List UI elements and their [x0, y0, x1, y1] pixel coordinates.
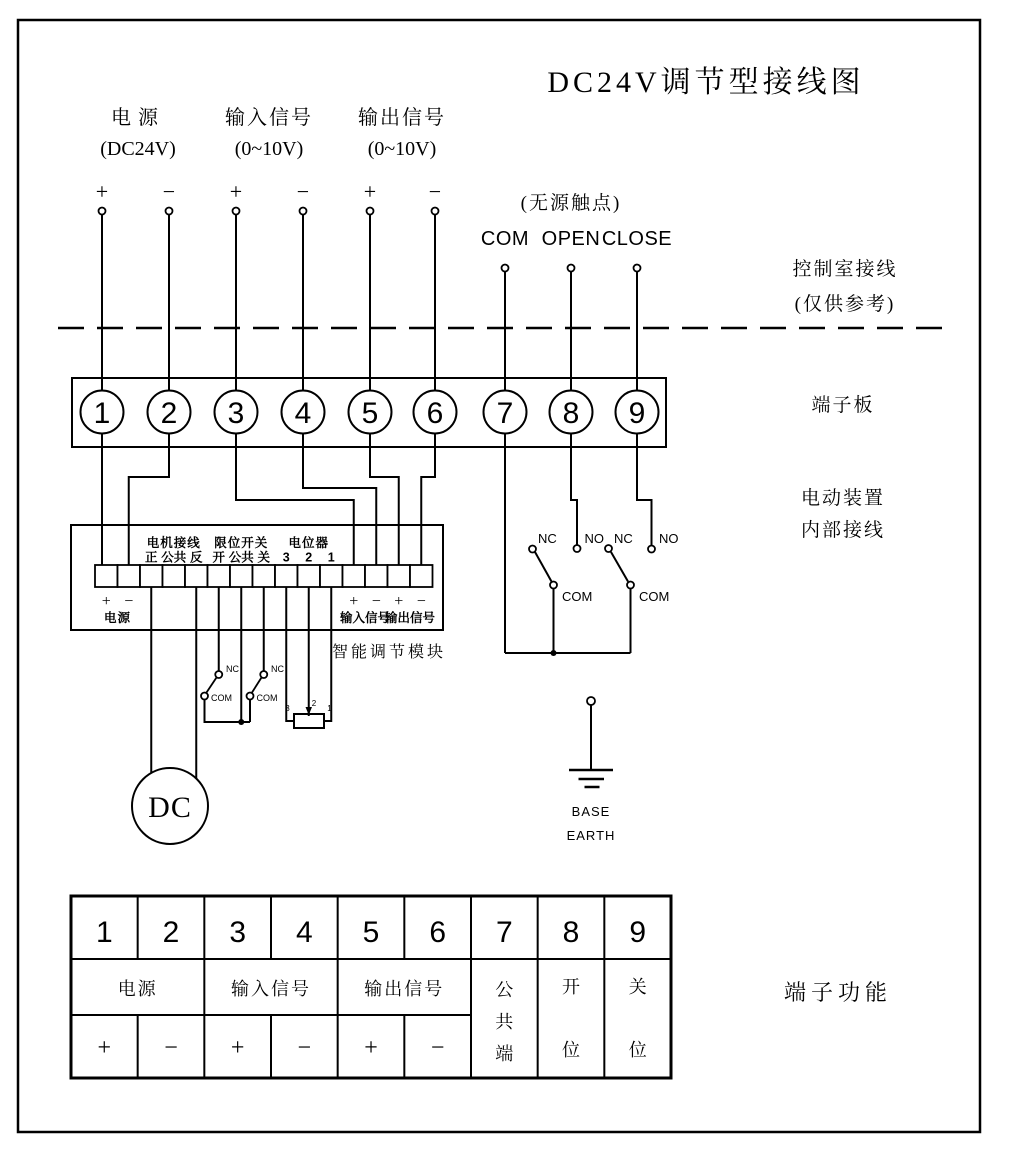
open-position-no-label: NO	[584, 531, 604, 546]
table-power-cell: 电源	[117, 979, 158, 999]
table-sign-3: +	[230, 1035, 245, 1061]
smart-module-label: 智能调节模块	[331, 644, 447, 661]
table-sign-2: −	[164, 1035, 178, 1061]
table-open-char-1: 开	[562, 977, 580, 997]
table-close-char-2: 位	[628, 1040, 647, 1060]
table-close-char-1: 关	[628, 977, 647, 997]
pin-close: 关	[257, 550, 271, 565]
limit-switch-open-com-label: COM	[211, 693, 232, 703]
board-terminal-2: 2	[160, 397, 178, 430]
earth-label-base: BASE	[571, 804, 611, 819]
limit-switch-open-blade	[207, 678, 217, 693]
potentiometer-pin2-label: 2	[311, 699, 317, 708]
pin-open: 开	[212, 550, 226, 565]
potentiometer-body	[294, 714, 324, 728]
open-position-nc-label: NC	[538, 531, 557, 546]
module-input-label: 输入信号	[339, 611, 391, 625]
pin-forward: 正	[144, 550, 158, 565]
pin-pot-3: 3	[282, 550, 290, 565]
output-signal-group-label: 输出信号	[358, 107, 446, 129]
dc-motor	[132, 768, 208, 844]
pin-pot-2: 2	[305, 550, 313, 565]
table-common-char-3: 端	[495, 1044, 514, 1064]
pin-pot-1: 1	[327, 550, 335, 565]
potentiometer-pin1-label: 1	[327, 704, 332, 713]
earth-terminal-node	[587, 697, 595, 705]
dry-contact-note: (无源触点)	[520, 193, 622, 214]
limit-switch-open-nc-node	[215, 671, 222, 678]
table-open-char-2: 位	[562, 1040, 580, 1060]
limit-common-junction-dot	[238, 719, 244, 725]
table-col9-number: 9	[629, 916, 647, 949]
input-signal-group-spec: (0~10V)	[234, 138, 304, 160]
earth-label-earth: EARTH	[566, 828, 616, 843]
module-pin-labels	[145, 550, 335, 565]
table-number-row	[96, 916, 646, 949]
close-position-com-label: COM	[639, 589, 670, 604]
close-position-switch	[605, 531, 679, 604]
terminal-function-table	[71, 896, 671, 1078]
module-output-minus: −	[416, 593, 426, 610]
output-signal-group-spec: (0~10V)	[367, 138, 437, 160]
top-terminal-headers	[100, 106, 446, 160]
limit-switch-open-com-node	[201, 693, 208, 700]
open-label: OPEN	[541, 228, 601, 250]
open-position-com-label: COM	[562, 589, 593, 604]
sign-4: −	[296, 179, 310, 204]
top-polarity-signs	[96, 179, 441, 204]
contact-labels	[481, 228, 672, 250]
board-terminal-3: 3	[227, 397, 245, 430]
potentiometer-pin3-label: 3	[285, 704, 290, 713]
table-output-signal-cell: 输出信号	[364, 979, 445, 999]
limit-switch-close-com-label: COM	[256, 693, 278, 703]
terminal-board-note: 端子板	[811, 395, 875, 416]
board-terminal-9: 9	[628, 397, 646, 430]
control-room-note-2: (仅供参考)	[794, 294, 896, 315]
sign-2: −	[162, 179, 176, 204]
close-position-no-label: NO	[659, 531, 679, 546]
limit-switch-close-blade	[252, 678, 262, 693]
pin-common-motor: 公共	[161, 550, 187, 565]
open-position-nc-node	[529, 546, 536, 553]
terminal-board-terminals	[81, 391, 659, 434]
module-power-plus: +	[101, 593, 111, 610]
limit-switch-close-nc-label: NC	[271, 664, 284, 674]
motor-wiring-label: 电机接线	[146, 536, 201, 550]
table-col1-number: 1	[95, 916, 113, 949]
limit-switch-close	[247, 664, 285, 703]
module-power-label: 电源	[103, 611, 132, 625]
limit-switch-open	[201, 664, 239, 703]
board-terminal-8: 8	[562, 397, 580, 430]
dc-motor-label: DC	[148, 791, 192, 824]
sign-3: +	[229, 179, 243, 204]
pin-reverse: 反	[189, 550, 203, 565]
table-caption: 端子功能	[783, 980, 893, 1005]
module-output-plus: +	[394, 593, 404, 610]
module-terminal-strip	[95, 565, 433, 587]
limit-switch-open-nc-label: NC	[226, 664, 239, 674]
power-group-spec: (DC24V)	[100, 138, 176, 160]
table-sign-1: +	[97, 1035, 112, 1061]
table-col8-number: 8	[562, 916, 580, 949]
board-terminal-1: 1	[93, 397, 111, 430]
board-terminal-5: 5	[361, 397, 379, 430]
internal-wiring-note-2: 内部接线	[800, 520, 886, 541]
open-position-no-node	[574, 545, 581, 552]
close-position-switch-blade	[611, 552, 628, 582]
module-io-signs	[349, 593, 426, 610]
sign-5: +	[363, 179, 377, 204]
board-terminal-7: 7	[496, 397, 514, 430]
table-col7-number: 7	[495, 916, 513, 949]
table-col5-number: 5	[362, 916, 380, 949]
open-position-com-node	[550, 582, 557, 589]
pin-common-limit: 公共	[228, 550, 254, 565]
close-position-com-node	[627, 582, 634, 589]
limit-switch-close-nc-node	[260, 671, 267, 678]
limit-switch-close-com-node	[247, 693, 254, 700]
open-position-switch-blade	[535, 552, 552, 582]
table-col6-number: 6	[429, 916, 447, 949]
table-function-row	[118, 979, 445, 999]
internal-wiring-note-1: 电动装置	[800, 488, 886, 509]
earth-symbol	[567, 697, 616, 843]
module-output-label: 输出信号	[384, 611, 436, 625]
table-common-char-1: 公	[495, 980, 514, 1000]
input-signal-group-label: 输入信号	[225, 107, 313, 129]
table-vertical-cells	[495, 977, 646, 1064]
power-group-label: 电源	[111, 107, 165, 129]
module-input-minus: −	[371, 593, 381, 610]
table-col3-number: 3	[229, 916, 247, 949]
control-room-note-1: 控制室接线	[792, 259, 898, 280]
table-input-signal-cell: 输入信号	[231, 979, 311, 999]
table-sign-4: −	[297, 1035, 312, 1061]
ground-bars	[569, 770, 613, 787]
table-common-char-2: 共	[495, 1012, 514, 1032]
table-col2-number: 2	[162, 916, 180, 949]
limit-switch-label: 限位开关	[214, 536, 269, 550]
potentiometer-label: 电位器	[288, 536, 330, 550]
com-label: COM	[480, 228, 530, 250]
sign-1: +	[95, 179, 109, 204]
close-position-no-node	[648, 546, 655, 553]
module-power-labels	[102, 593, 134, 610]
module-power-minus: −	[124, 593, 134, 610]
board-terminal-4: 4	[294, 397, 312, 430]
close-label: CLOSE	[601, 228, 673, 250]
close-position-nc-node	[605, 545, 612, 552]
table-col4-number: 4	[295, 916, 313, 949]
table-sign-5: +	[364, 1035, 378, 1061]
module-input-plus: +	[349, 593, 359, 610]
board-terminal-6: 6	[426, 397, 444, 430]
diagram-title: DC24V调节型接线图	[547, 66, 865, 99]
table-sign-6: −	[430, 1035, 445, 1061]
module-group-labels	[147, 535, 329, 550]
open-position-switch	[529, 531, 604, 604]
close-position-nc-label: NC	[614, 531, 633, 546]
sign-6: −	[428, 179, 442, 204]
com-bus-junction-dot	[551, 650, 557, 656]
